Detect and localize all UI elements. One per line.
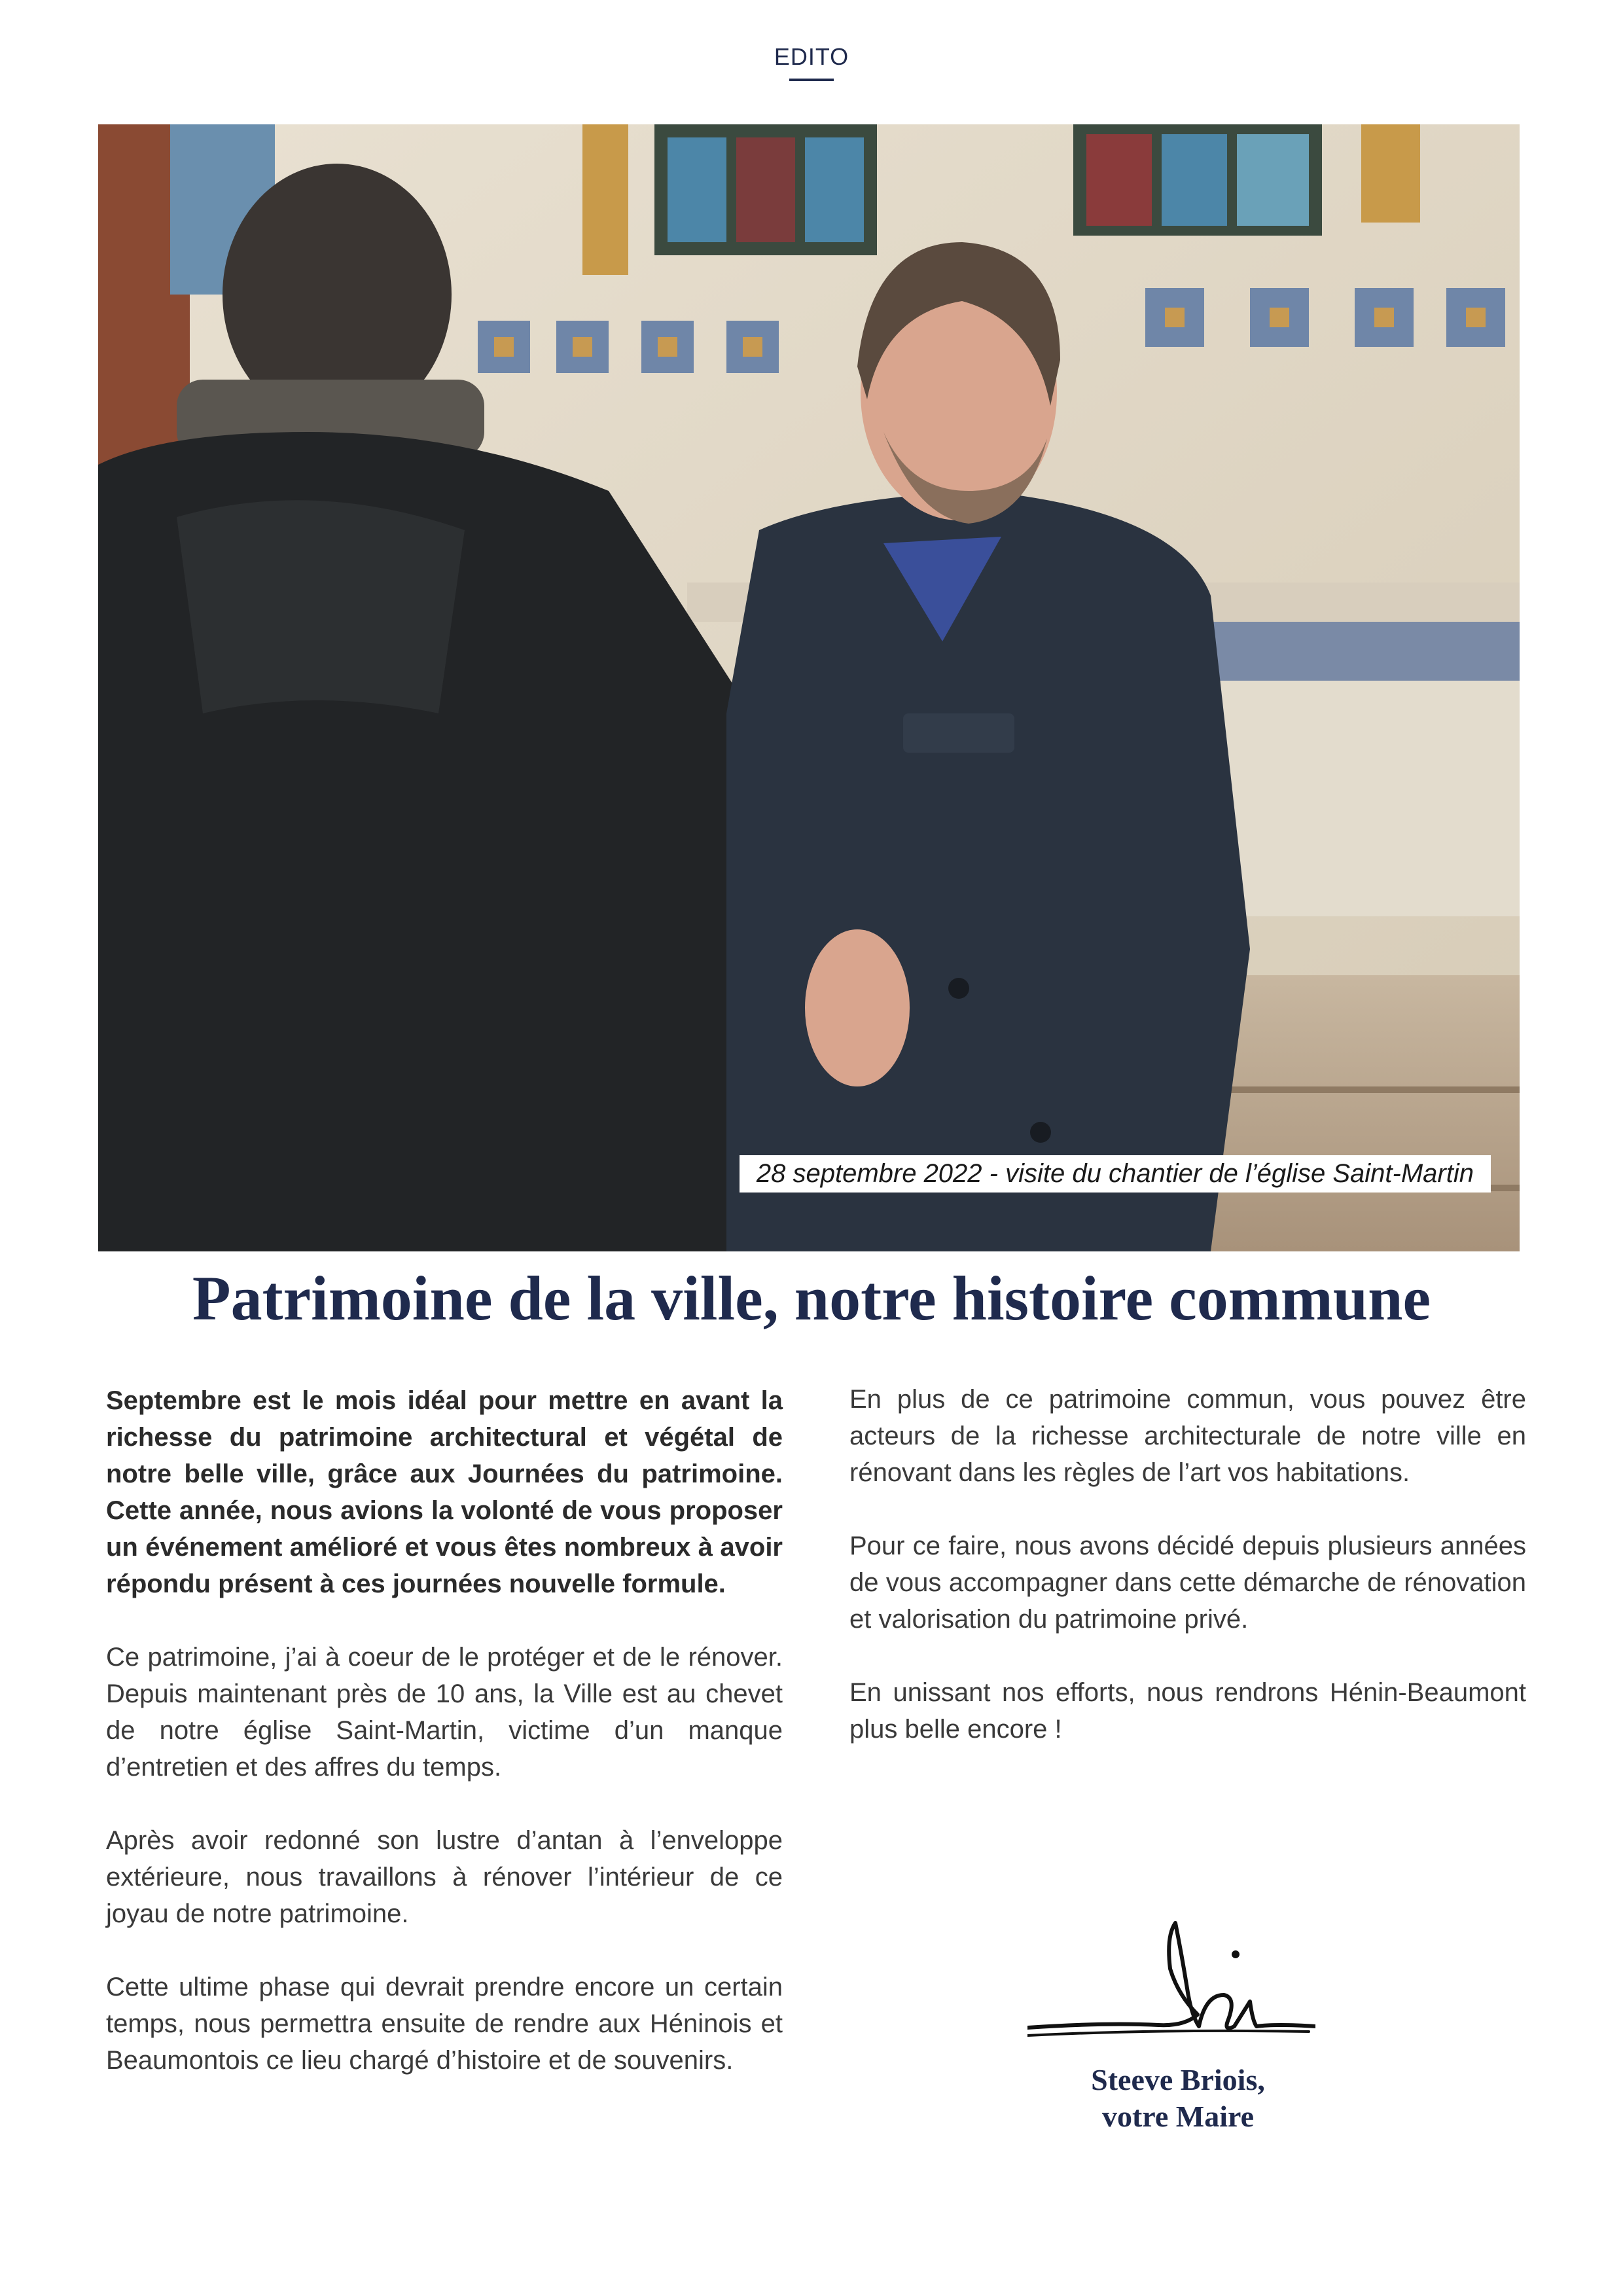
body-paragraph: Pour ce faire, nous avons décidé depuis plusieurs années de vous accompagner dans cette démarche de rénovation et valorisation du patrimoine privé. <box>849 1532 1526 1634</box>
lead-paragraph: Septembre est le mois idéal pour mettre en avant la richesse du patrimoine architectural et végétal de notre belle ville, grâce aux Journées du patrimoine. Cette année, nous avions la volonté de vous proposer un événement amélioré et vous êtes nombreux à avoir répondu présent à ces journées nouvelle formule. <box>106 1386 783 1598</box>
handwritten-signature-icon <box>1027 1916 1315 2073</box>
section-underline <box>789 79 834 81</box>
body-paragraph: En plus de ce patrimoine commun, vous pouvez être acteurs de la richesse architecturale de notre ville en rénovant dans les règles de l’art vos habitations. <box>849 1385 1526 1487</box>
body-paragraph: Ce patrimoine, j’ai à coeur de le protéger et de le rénover. Depuis maintenant près de 10 ans, la Ville est au chevet de notre église Saint-Martin, victime d’un manque d’entretien et des affres du temps. <box>106 1643 783 1782</box>
signer-block <box>995 2062 1361 2135</box>
right-column <box>849 1381 1526 1784</box>
photo-mayor-church-visit-icon <box>98 124 1520 1251</box>
signer-name: Steeve Briois, <box>1091 2063 1265 2096</box>
body-paragraph: Après avoir redonné son lustre d’antan à l’enveloppe extérieure, nous travaillons à rénover l’intérieur de ce joyau de notre patrimoine. <box>106 1826 783 1928</box>
body-paragraph: En unissant nos efforts, nous rendrons Hénin-Beaumont plus belle encore ! <box>849 1678 1526 1744</box>
signer-role: votre Maire <box>1101 2100 1255 2133</box>
body-paragraph: Cette ultime phase qui devrait prendre encore un certain temps, nous permettra ensuite de rendre aux Héninois et Beaumontois ce lieu chargé d’histoire et de souvenirs. <box>106 1973 783 2075</box>
photo-caption: 28 septembre 2022 - visite du chantier de l’église Saint-Martin <box>740 1155 1491 1193</box>
left-column <box>106 1382 783 2115</box>
page-title: Patrimoine de la ville, notre histoire commune <box>192 1263 1431 1333</box>
hero-photo <box>98 124 1520 1251</box>
section-label: EDITO <box>774 43 849 70</box>
